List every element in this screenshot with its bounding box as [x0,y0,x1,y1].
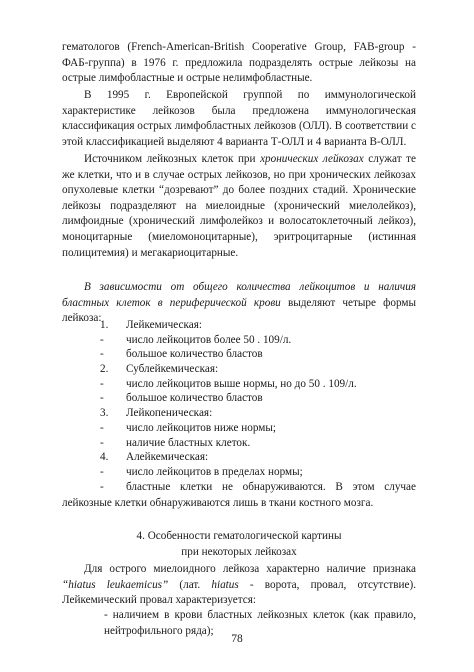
p5-italic-word: hiatus [211,578,239,591]
list-marker: - [100,333,104,346]
list-item [62,421,416,436]
list-item [62,391,416,406]
paragraph-aml-hiatus [62,562,416,609]
list-item [62,318,416,333]
p5-text-start: Для острого миелоидного лейкоза характерно наличие признака [84,563,416,575]
list-item-text: Алейкемическая: [126,451,209,464]
list-item-text: бластные клетки не обнаруживаются. В этом случае [126,481,416,493]
list-item-text: Лейкемическая: [126,319,202,331]
list-item-text: Лейкопеническая: [126,407,213,420]
p3-text-start: Источником лейкозных клеток при [84,153,261,165]
list-item-text: число лейкоцитов более 50 . 109/л. [126,333,292,346]
list-item-text: число лейкоцитов выше нормы, но до 50 . 109/л. [126,377,357,390]
list-item-last [62,480,416,511]
list-marker: - [100,377,104,390]
p4-text-end: выделяют четыре формы лейкоза: [62,296,416,325]
paragraph-immunological-classification: В 1995 г. Европейской группой по иммунологической характеристике лейкозов была предложена иммунологическая классификация острых лимфобластных лейкозов (ОЛЛ). В соответствии с этой классификацией выделяют 4 варианта Т-ОЛЛ и 4 варианта В-ОЛЛ. [62,89,416,148]
list-item [62,362,416,377]
list-item [62,465,416,480]
p3-italic-term: хронических лейкозах [260,153,364,165]
list-item-text: большое количество бластов [126,392,263,405]
paragraph-fab-classification: гематологов (French-American-British Cooperative Group, FAB-group - ФАБ-группа) в 1976 г. предложила подразделять острые лейкозы на острые лимфобластные и острые нелимфобластные. [62,41,416,85]
p5-text-mid: (лат. [168,578,212,591]
list-item-text: число лейкоцитов в пределах нормы; [126,465,303,478]
last-item-line [62,480,416,496]
p5-italic-term: “hiatus leukaemicus” [62,578,169,591]
list-marker: 2. [100,363,109,376]
list-marker: 3. [100,407,109,420]
list-marker: - [100,481,104,493]
paragraph-chronic-leukemia [62,152,416,261]
list-item-text: наличие бластных клеток. [126,436,251,449]
last-item-continuation: лейкозные клетки обнаруживаются лишь в ткани костного мозга. [62,496,374,509]
list-item [62,436,416,451]
section-heading-line2: при некоторых лейкозах [181,546,297,558]
list-marker: - [100,348,104,361]
p4-italic-phrase: В зависимости от общего количества лейкоцитов и наличия бластных клеток в периферической крови [62,281,416,309]
p5-text-end: - ворота, провал, отсутствие). Лейкемический провал характеризуется: [62,578,416,607]
list-item [62,347,416,362]
leukemia-forms-list [62,318,416,480]
page-number: 78 [231,633,243,645]
list-item-text: большое количество бластов [126,348,263,361]
list-marker: - [100,465,104,478]
list-marker: 1. [100,319,109,331]
p3-text-end: служат те же клетки, что и в случае острых лейкозов, но при хронических лейкозах опухолевые клетки “дозревают” до более поздних стадий. Хронические лейкозы подразделяют на миелоидные (хронический миелолейкоз), лимфоидные (хронический лимфолейкоз и волосатоклеточный лейкоз), моноцитарные (миеломоноцитарные), эритроцитарные (истинная полицитемия) и мегакариоцитарные. [62,153,417,259]
list-item-text: Сублейкемическая: [126,363,219,376]
list-marker: - [100,421,104,434]
list-item [62,377,416,392]
list-item [62,450,416,465]
list-item [62,406,416,421]
hiatus-item-1: - наличием в крови бластных лейкозных клеток (как правило, нейтрофильного ряда); [104,609,416,637]
list-item [62,333,416,348]
list-marker: 4. [100,451,109,464]
section-heading-line1: 4. Особенности гематологической картины [136,530,342,542]
list-marker: - [100,436,104,449]
list-marker: - [100,392,104,405]
list-item-text: число лейкоцитов ниже нормы; [126,421,276,434]
